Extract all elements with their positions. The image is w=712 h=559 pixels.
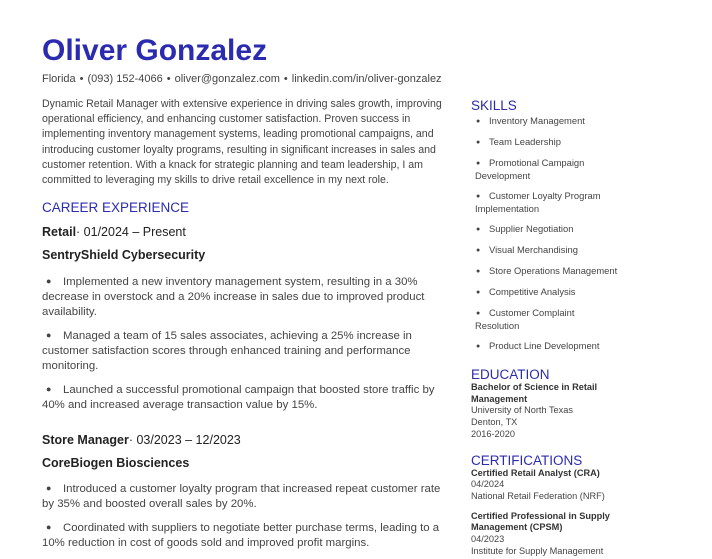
skill-item: ● Store Operations Management xyxy=(476,265,618,276)
contact-email[interactable]: oliver@gonzalez.com xyxy=(174,73,280,85)
skill-item: ● Promotional Campaign Development xyxy=(475,157,585,181)
list-item: ● Managed a team of 15 sales associates, achieving a 25% increase in customer satisfaction scores through enhanced training and performance monitoring. xyxy=(42,330,412,372)
degree: Bachelor of Science in Retail Management xyxy=(471,382,598,404)
bullet-icon: ● xyxy=(46,483,52,493)
education-entry xyxy=(471,382,611,441)
skill-item: ● Customer Complaint Resolution xyxy=(475,307,575,331)
bullet-icon: ● xyxy=(476,226,481,233)
skill-item: ● Supplier Negotiation xyxy=(476,223,574,234)
job-title: Store Manager xyxy=(42,433,129,447)
sidebar xyxy=(471,98,707,557)
section-heading-education: EDUCATION xyxy=(471,367,550,382)
skill-item: ● Customer Loyalty Program Implementation xyxy=(475,190,601,214)
education-years: 2016-2020 xyxy=(471,428,515,439)
job-title-line xyxy=(42,433,452,447)
bullet-icon: ● xyxy=(46,276,52,286)
list-item: ● Introduced a customer loyalty program that increased repeat customer rate by 35% and boosted overall sales by 20%. xyxy=(42,483,441,510)
section-heading-certifications: CERTIFICATIONS xyxy=(471,452,583,468)
list-item: ● Coordinated with suppliers to negotiate better purchase terms, leading to a 10% reduction in cost of goods sold and improved profit margins. xyxy=(42,522,440,549)
certification-date: 04/2024 xyxy=(471,479,505,490)
company-name: CoreBiogen Biosciences xyxy=(42,456,190,470)
separator-dot: • xyxy=(283,73,288,85)
bullet-icon: ● xyxy=(476,160,481,167)
bullet-icon: ● xyxy=(46,384,52,394)
contact-linkedin[interactable]: linkedin.com/in/oliver-gonzalez xyxy=(291,73,442,85)
job-dates: · 01/2024 – Present xyxy=(76,225,186,239)
certification-entry xyxy=(471,468,707,503)
skills-list xyxy=(471,115,707,353)
certification-issuer: National Retail Federation (NRF) xyxy=(471,490,605,501)
contact-line xyxy=(42,73,442,85)
skill-item: ● Inventory Management xyxy=(476,115,585,126)
candidate-name: Oliver Gonzalez xyxy=(42,34,268,67)
bullet-icon: ● xyxy=(476,193,481,200)
separator-dot: • xyxy=(166,73,171,85)
bullet-icon: ● xyxy=(476,289,481,296)
contact-phone: (093) 152-4066 xyxy=(87,73,163,85)
contact-location: Florida xyxy=(42,73,76,85)
job-entry xyxy=(42,225,452,413)
skill-item: ● Competitive Analysis xyxy=(476,286,576,297)
bullet-icon: ● xyxy=(476,118,481,125)
job-dates: · 03/2023 – 12/2023 xyxy=(128,433,241,447)
company-name: SentryShield Cybersecurity xyxy=(42,248,206,262)
professional-summary: Dynamic Retail Manager with extensive experience in driving sales growth, improving operational efficiency, and enhancing customer satisfaction. Proven success in implementing inventory management systems, leading promotional campaigns, and introducing customer loyalty programs, resulting in significant increases in sales and customer retention. With a knack for strategic planning and team leadership, I am committed to leveraging my skills to drive retail excellence in my next role. xyxy=(42,98,442,187)
job-bullets xyxy=(42,274,452,413)
section-heading-experience: CAREER EXPERIENCE xyxy=(42,200,190,215)
school: University of North Texas xyxy=(471,405,573,416)
job-bullets xyxy=(42,481,452,551)
experience-section xyxy=(42,200,452,559)
bullet-icon: ● xyxy=(476,268,481,275)
certification-name: Certified Professional in Supply Management (CPSM) xyxy=(471,510,610,533)
bullet-icon: ● xyxy=(476,310,481,317)
skill-item: ● Product Line Development xyxy=(476,340,600,351)
separator-dot: • xyxy=(79,73,84,85)
bullet-icon: ● xyxy=(46,330,52,340)
job-title: Retail xyxy=(42,225,77,239)
bullet-icon: ● xyxy=(46,522,52,532)
list-item: ● Launched a successful promotional campaign that boosted store traffic by 40% and increased average transaction value by 15%. xyxy=(42,384,435,411)
job-title-line xyxy=(42,225,452,239)
certification-issuer: Institute for Supply Management xyxy=(471,545,604,556)
certification-entry xyxy=(471,511,621,558)
list-item: ● Implemented a new inventory management system, resulting in a 30% decrease in overstock and a 20% increase in sales due to improved product availability. xyxy=(42,276,425,318)
bullet-icon: ● xyxy=(476,343,481,350)
skill-item: ● Visual Merchandising xyxy=(476,244,578,255)
skill-item: ● Team Leadership xyxy=(476,136,561,147)
bullet-icon: ● xyxy=(476,247,481,254)
certification-name: Certified Retail Analyst (CRA) xyxy=(471,467,600,478)
school-location: Denton, TX xyxy=(471,417,518,428)
bullet-icon: ● xyxy=(476,139,481,146)
certification-date: 04/2023 xyxy=(471,534,505,545)
section-heading-skills: SKILLS xyxy=(471,98,517,113)
job-entry xyxy=(42,433,452,551)
